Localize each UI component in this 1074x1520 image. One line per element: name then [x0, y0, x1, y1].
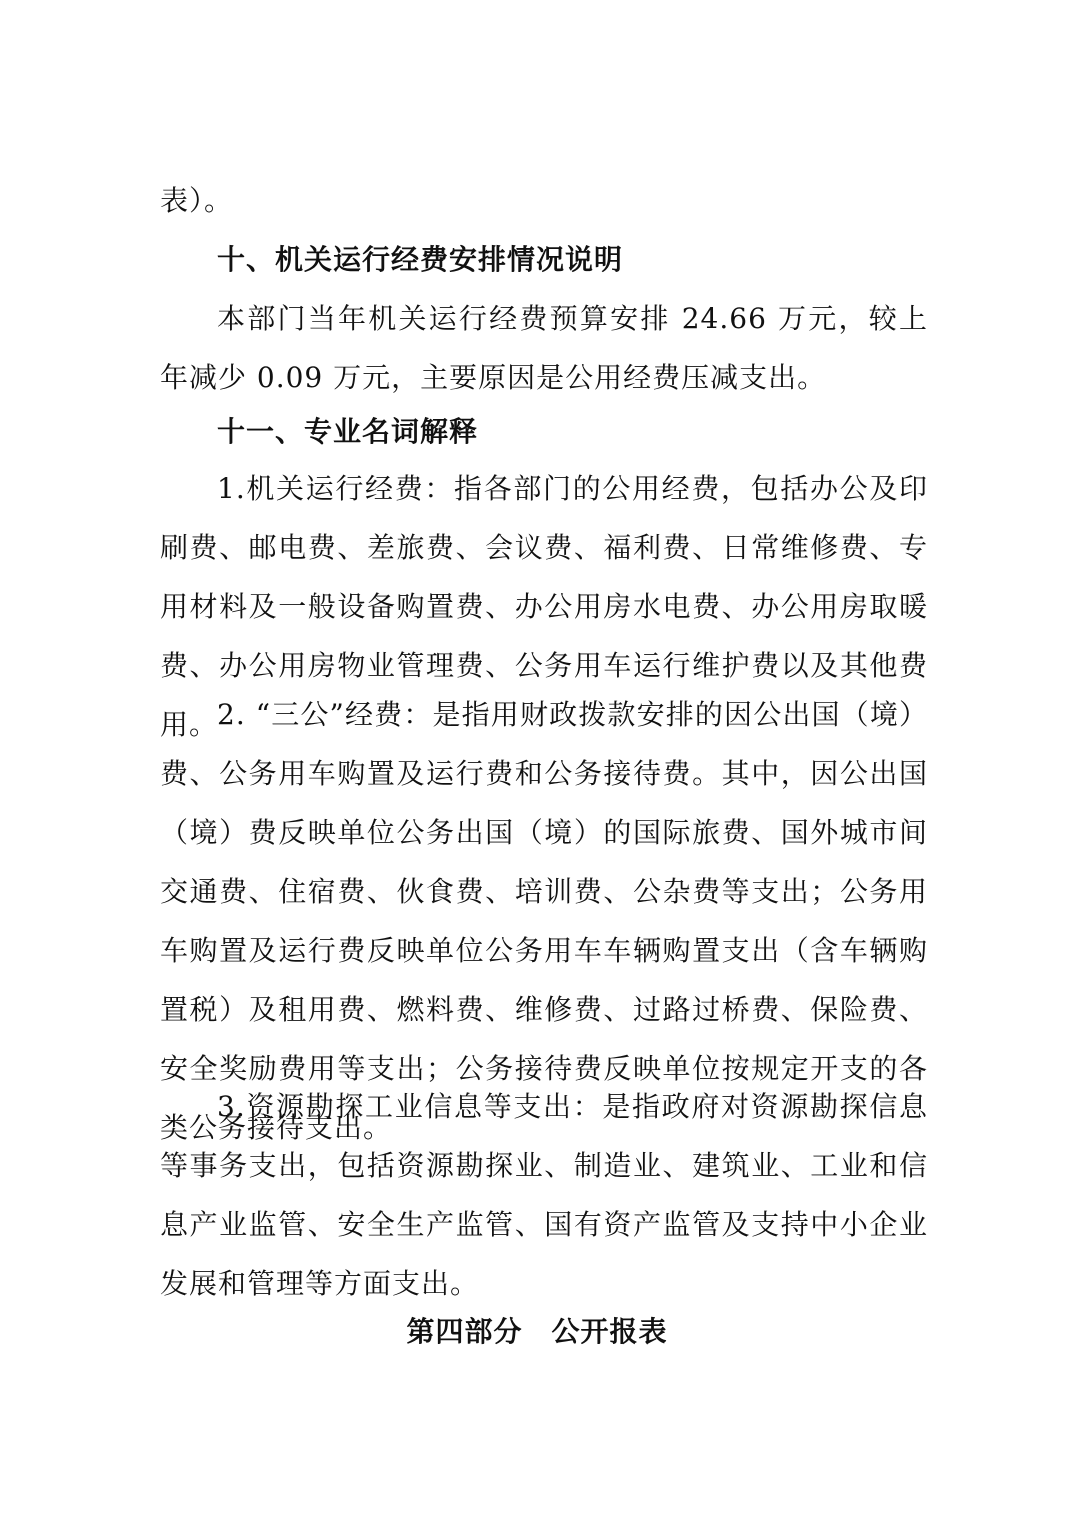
- definition-item-1: 1.机关运行经费：指各部门的公用经费，包括办公及印刷费、邮电费、差旅费、会议费、福利费、日常维修费、专用材料及一般设备购置费、办公用房水电费、办公用房取暖费、办公用房物业管理费、公务用车运行维护费以及其他费用。: [160, 472, 928, 741]
- section-10-heading: 十、机关运行经费安排情况说明: [217, 243, 624, 276]
- continuation-text: 表）。: [160, 184, 234, 217]
- part-4-title: 第四部分 公开报表: [406, 1315, 668, 1348]
- definition-item-2: 2. “三公”经费：是指用财政拨款安排的因公出国（境）费、公务用车购置及运行费和公务接待费。其中，因公出国（境）费反映单位公务出国（境）的国际旅费、国外城市间交通费、住宿费、伙食费、培训费、公杂费等支出；公务用车购置及运行费反映单位公务用车车辆购置支出（含车辆购置税）及租用费、燃料费、维修费、过路过桥费、保险费、安全奖励费用等支出；公务接待费反映单位按规定开支的各类公务接待支出。: [160, 698, 928, 1144]
- section-10-body: 本部门当年机关运行经费预算安排 24.66 万元，较上年减少 0.09 万元，主要原因是公用经费压减支出。: [160, 302, 928, 394]
- definition-item-3: 3.资源勘探工业信息等支出：是指政府对资源勘探信息等事务支出，包括资源勘探业、制造业、建筑业、工业和信息产业监管、安全生产监管、国有资产监管及支持中小企业发展和管理等方面支出。: [160, 1090, 928, 1300]
- section-11-heading: 十一、专业名词解释: [217, 415, 479, 448]
